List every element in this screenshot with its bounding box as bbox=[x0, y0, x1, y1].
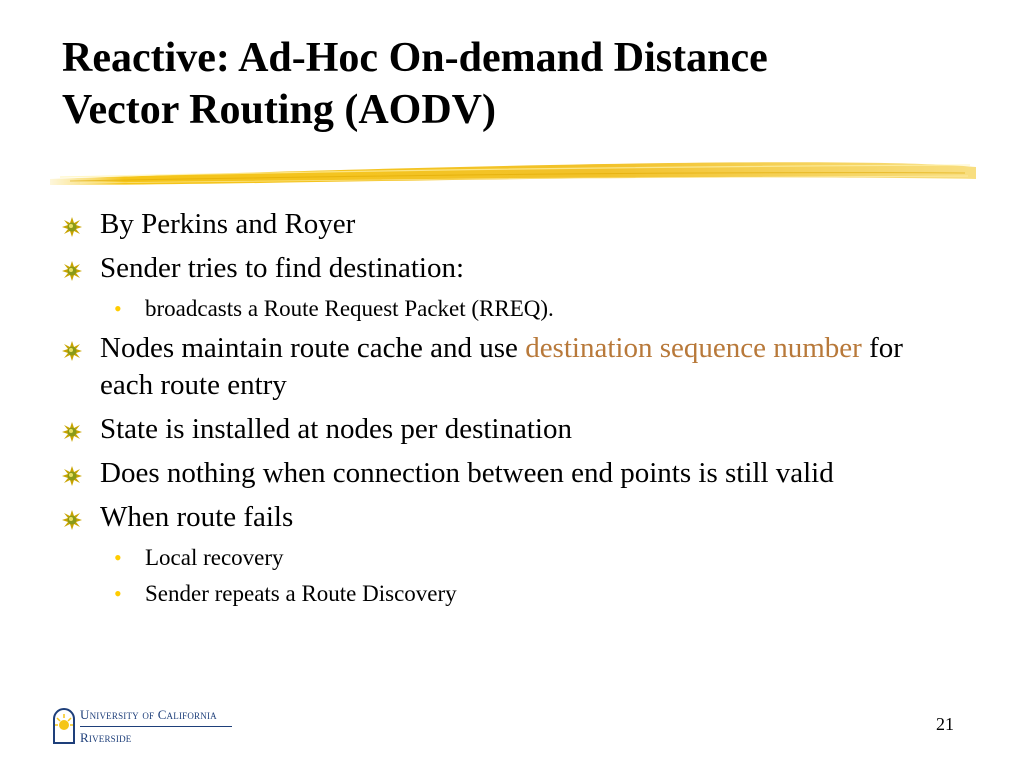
starburst-bullet-icon bbox=[62, 341, 82, 361]
title-underline-brushstroke bbox=[50, 155, 976, 191]
highlighted-term: destination sequence number bbox=[525, 332, 862, 364]
sub-bullet-text: Sender repeats a Route Discovery bbox=[145, 581, 457, 606]
slide-body bbox=[62, 206, 962, 615]
slide-title-line-1: Reactive: Ad-Hoc On-demand Distance bbox=[62, 35, 768, 81]
bullet-item bbox=[62, 250, 962, 287]
bullet-item bbox=[62, 499, 962, 536]
bullet-text-post: for each route entry bbox=[100, 332, 903, 401]
sub-bullet-text: Local recovery bbox=[145, 545, 284, 570]
bullet-text: When route fails bbox=[100, 501, 294, 533]
bullet-text-pre: Nodes maintain route cache and use bbox=[100, 332, 526, 364]
page-number: 21 bbox=[936, 714, 954, 734]
sub-bullet-dot: • bbox=[114, 296, 122, 321]
starburst-bullet-icon bbox=[62, 261, 82, 281]
starburst-bullet-icon bbox=[62, 422, 82, 442]
slide-title bbox=[62, 32, 982, 136]
logo-divider bbox=[80, 726, 232, 727]
logo-line-1: University of California bbox=[80, 707, 217, 722]
sub-bullet-dot: • bbox=[114, 581, 122, 606]
bullet-item bbox=[62, 455, 962, 492]
bullet-text: By Perkins and Royer bbox=[100, 208, 356, 240]
bullet-text: State is installed at nodes per destination bbox=[100, 413, 572, 445]
sub-bullet-dot: • bbox=[114, 545, 122, 570]
sun-logo-icon bbox=[52, 705, 76, 745]
sub-bullet-item bbox=[62, 294, 962, 324]
bullet-item bbox=[62, 411, 962, 448]
bullet-item bbox=[62, 330, 962, 404]
sub-bullet-item bbox=[62, 579, 962, 609]
sub-bullet-text: broadcasts a Route Request Packet (RREQ). bbox=[145, 296, 554, 321]
sub-bullet-item bbox=[62, 543, 962, 573]
bullet-text: Does nothing when connection between end points is still valid bbox=[100, 457, 834, 489]
slide-title-line-2: Vector Routing (AODV) bbox=[62, 87, 496, 133]
starburst-bullet-icon bbox=[62, 466, 82, 486]
starburst-bullet-icon bbox=[62, 510, 82, 530]
bullet-text: Sender tries to find destination: bbox=[100, 252, 465, 284]
logo-line-2: Riverside bbox=[80, 730, 132, 745]
university-logo bbox=[52, 703, 232, 745]
starburst-bullet-icon bbox=[62, 217, 82, 237]
bullet-item bbox=[62, 206, 962, 243]
